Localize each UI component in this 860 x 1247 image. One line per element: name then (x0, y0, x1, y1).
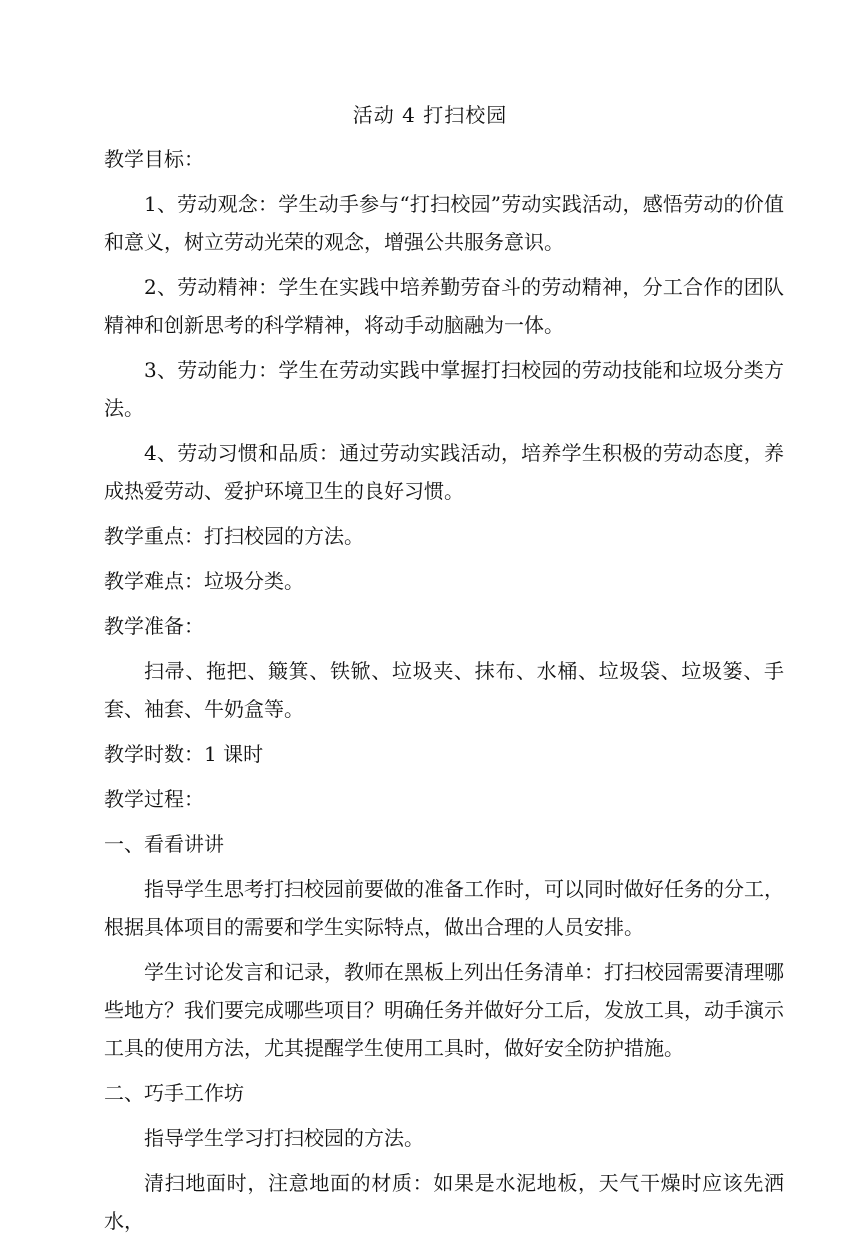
teaching-difficulty: 教学难点：垃圾分类。 (104, 569, 304, 593)
teaching-preparation-list: 扫帚、拖把、簸箕、铁锨、垃圾夹、抹布、水桶、垃圾袋、垃圾篓、手套、袖套、牛奶盒等。 (104, 659, 784, 721)
part-1-paragraph-1: 指导学生思考打扫校园前要做的准备工作时，可以同时做好任务的分工，根据具体项目的需要和学生实际特点，做出合理的人员安排。 (104, 877, 784, 939)
document-body (104, 140, 784, 1247)
part-2-paragraph-1: 指导学生学习打扫校园的方法。 (144, 1126, 424, 1150)
goal-4: 4、劳动习惯和品质：通过劳动实践活动，培养学生积极的劳动态度，养成热爱劳动、爱护环境卫生的良好习惯。 (104, 441, 784, 503)
goal-2: 2、劳动精神：学生在实践中培养勤劳奋斗的劳动精神，分工合作的团队精神和创新思考的科学精神，将动手动脑融为一体。 (104, 275, 784, 337)
part-2-paragraph-2: 清扫地面时，注意地面的材质：如果是水泥地板，天气干燥时应该先洒水， (104, 1171, 784, 1233)
teaching-key-point: 教学重点：打扫校园的方法。 (104, 524, 364, 548)
part-2-heading: 二、巧手工作坊 (104, 1081, 244, 1105)
part-1-heading: 一、看看讲讲 (104, 832, 224, 856)
goal-1: 1、劳动观念：学生动手参与“打扫校园”劳动实践活动，感悟劳动的价值和意义，树立劳动光荣的观念，增强公共服务意识。 (104, 192, 784, 254)
teaching-process-heading: 教学过程： (104, 787, 204, 811)
teaching-goals-heading: 教学目标： (104, 147, 204, 171)
part-1-paragraph-2: 学生讨论发言和记录，教师在黑板上列出任务清单：打扫校园需要清理哪些地方？我们要完成哪些项目？明确任务并做好分工后，发放工具，动手演示工具的使用方法，尤其提醒学生使用工具时，做好安全防护措施。 (104, 960, 784, 1060)
goal-3: 3、劳动能力：学生在劳动实践中掌握打扫校园的劳动技能和垃圾分类方法。 (104, 358, 784, 420)
document-title: 活动 4 打扫校园 (352, 103, 508, 127)
teaching-preparation-heading: 教学准备： (104, 614, 204, 638)
teaching-hours: 教学时数：1 课时 (104, 742, 264, 766)
